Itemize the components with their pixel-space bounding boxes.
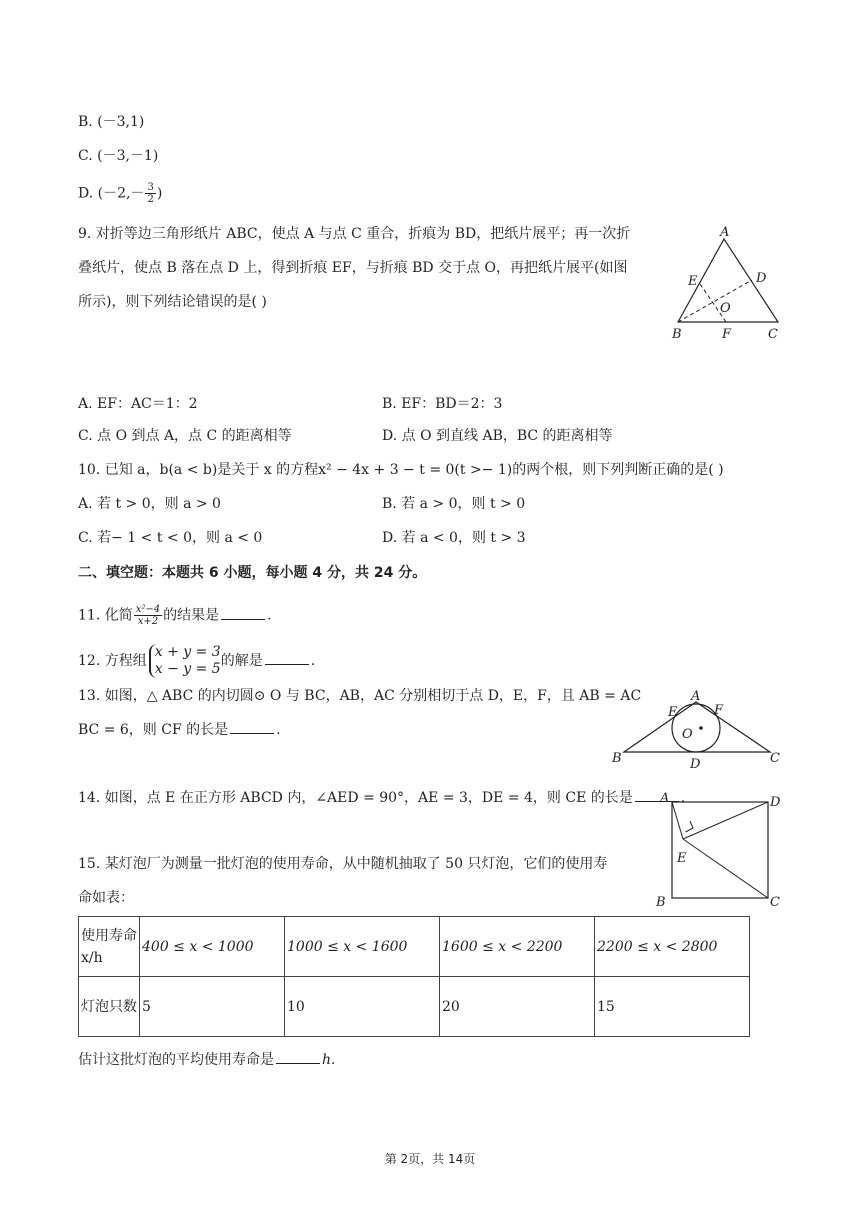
q9-label-c: C bbox=[768, 327, 778, 342]
q13-figure-incircle-triangle bbox=[606, 686, 786, 774]
q9-stem-line3: 所示)，则下列结论错误的是( ) bbox=[78, 294, 267, 310]
q8-option-d-prefix: D. (－2,－ bbox=[78, 185, 145, 202]
table-cell: 10 bbox=[285, 977, 440, 1037]
q11-stem: 11. 化简 $\frac{\text{x²−4}}{x+2}$ 的结果是 . bbox=[78, 604, 272, 627]
q13-label-o: O bbox=[682, 727, 693, 742]
q9-label-d: D bbox=[756, 271, 767, 286]
q10-option-b: B. 若 a > 0，则 t > 0 bbox=[382, 496, 526, 512]
q14-label-e: E bbox=[677, 851, 687, 866]
q10-option-a: A. 若 t > 0，则 a > 0 bbox=[78, 496, 221, 512]
q14-label-d: D bbox=[770, 795, 781, 810]
q13-label-b: B bbox=[612, 751, 622, 766]
table-cell: 2200 ≤ x < 2800 bbox=[595, 917, 750, 977]
q13-stem-line2: BC = 6，则 CF 的长是 . bbox=[78, 722, 281, 738]
table-cell: 15 bbox=[595, 977, 750, 1037]
q8-option-d: D. (－2,－ $\frac{3}{2}$ ) bbox=[78, 182, 163, 205]
q13-label-e: E bbox=[668, 705, 678, 720]
q13-label-f: F bbox=[714, 703, 724, 718]
q14-stem: 14. 如图，点 E 在正方形 ABCD 内，∠AED = 90°，AE = 3，DE = 4，则 CE 的长是 . bbox=[78, 790, 686, 806]
q9-stem-line2: 叠纸片，使点 B 落在点 D 上，得到折痕 EF，与折痕 BD 交于点 O，再把纸片展平(如图 bbox=[78, 260, 628, 276]
q13-label-a: A bbox=[691, 689, 701, 704]
q10-option-d: D. 若 a < 0，则 t > 3 bbox=[382, 530, 526, 546]
q9-option-a: A. EF：AC＝1：2 bbox=[78, 396, 198, 412]
table-row bbox=[79, 917, 750, 977]
table-cell: 1000 ≤ x < 1600 bbox=[285, 917, 440, 977]
q9-option-d: D. 点 O 到直线 AB，BC 的距离相等 bbox=[382, 428, 613, 444]
q8-option-c: C. (－3,－1) bbox=[78, 148, 159, 164]
q11-answer-blank bbox=[221, 607, 265, 620]
page-footer: 第 2页，共 14页 bbox=[384, 1152, 476, 1166]
q15-stem-line1: 15. 某灯泡厂为测量一批灯泡的使用寿命，从中随机抽取了 50 只灯泡，它们的使用寿 bbox=[78, 856, 608, 872]
q9-option-b: B. EF：BD＝2：3 bbox=[382, 396, 503, 412]
q9-figure-folded-triangle bbox=[664, 222, 794, 346]
q12-equation-system: x + y = 3 x − y = 5 bbox=[149, 644, 221, 678]
q9-label-f: F bbox=[722, 327, 732, 342]
q13-answer-blank bbox=[230, 721, 274, 734]
table-cell: 400 ≤ x < 1000 bbox=[140, 917, 285, 977]
table-cell: 20 bbox=[440, 977, 595, 1037]
q13-label-c: C bbox=[770, 751, 780, 766]
q9-label-o: O bbox=[720, 301, 731, 316]
q15-answer-blank bbox=[276, 1051, 320, 1064]
q14-label-c: C bbox=[770, 895, 780, 910]
q9-label-b: B bbox=[672, 327, 682, 342]
q10-stem: 10. 已知 a，b(a < b)是关于 x 的方程x² − 4x + 3 − t = 0(t >− 1)的两个根，则下列判断正确的是( ) bbox=[78, 462, 724, 478]
q8-option-b: B. (－3,1) bbox=[78, 114, 145, 130]
q14-figure-square bbox=[650, 788, 790, 910]
q15-answer-line: 估计这批灯泡的平均使用寿命是 h. bbox=[78, 1052, 336, 1068]
q14-label-b: B bbox=[656, 895, 666, 910]
q12-answer-blank bbox=[265, 652, 309, 665]
q9-label-a: A bbox=[720, 225, 730, 240]
q10-option-c: C. 若− 1 < t < 0，则 a < 0 bbox=[78, 530, 263, 546]
q15-stem-line2: 命如表： bbox=[78, 890, 134, 906]
table-row-header: 灯泡只数 bbox=[79, 977, 140, 1037]
table-row bbox=[79, 977, 750, 1037]
q8-option-d-fraction: $\frac{3}{2}$ bbox=[147, 182, 154, 205]
q15-lifespan-table bbox=[78, 916, 750, 1037]
table-cell: 5 bbox=[140, 977, 285, 1037]
section-heading-fill-in: 二、填空题：本题共 6 小题，每小题 4 分，共 24 分。 bbox=[78, 565, 427, 581]
q14-label-a: A bbox=[660, 791, 670, 806]
q12-stem: 12. 方程组 x + y = 3 x − y = 5 的解是 . bbox=[78, 644, 316, 677]
q13-stem-line1: 13. 如图，△ ABC 的内切圆⊙ O 与 BC，AB，AC 分别相切于点 D，E，F，且 AB = AC bbox=[78, 688, 642, 704]
table-cell: 1600 ≤ x < 2200 bbox=[440, 917, 595, 977]
q9-option-c: C. 点 O 到点 A，点 C 的距离相等 bbox=[78, 428, 292, 444]
q11-fraction: $\frac{\text{x²−4}}{x+2}$ bbox=[135, 604, 161, 627]
q9-stem-line1: 9. 对折等边三角形纸片 ABC，使点 A 与点 C 重合，折痕为 BD，把纸片展平；再一次折 bbox=[78, 226, 631, 242]
table-row-header: 使用寿命 x/h bbox=[79, 917, 140, 977]
q13-label-d: D bbox=[690, 757, 701, 772]
q9-label-e: E bbox=[688, 274, 698, 289]
